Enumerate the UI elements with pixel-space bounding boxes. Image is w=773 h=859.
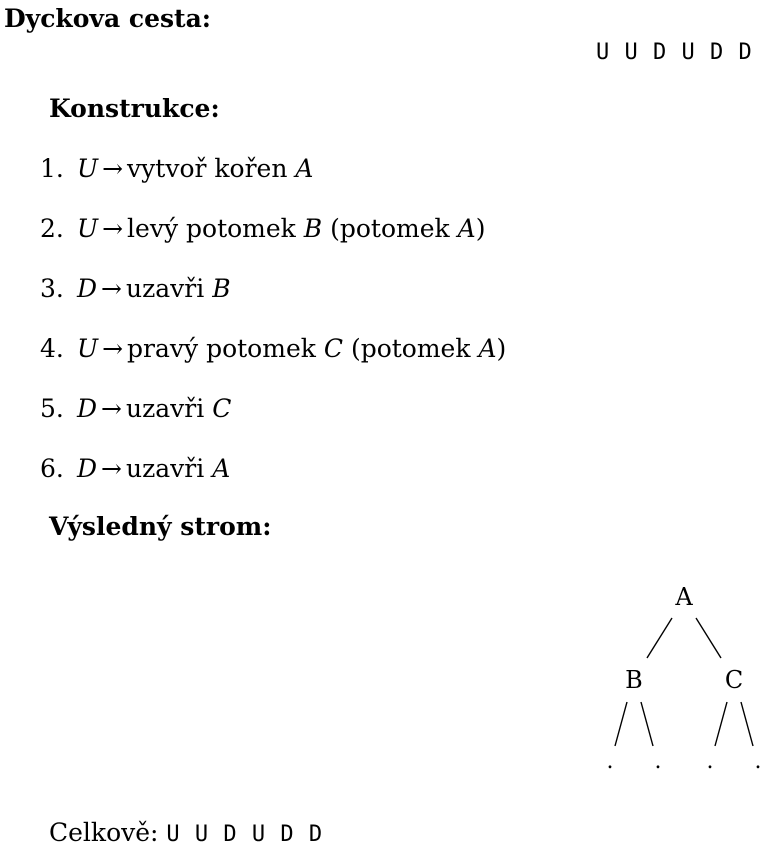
step-paren-open: ( [350, 334, 361, 363]
total-sequence: U U D U D D [166, 822, 324, 847]
total-label: Celkově: [49, 818, 159, 847]
step-paren-text: potomek [339, 214, 450, 243]
tree-edge-root-left [647, 618, 672, 658]
step-node: A [212, 454, 231, 483]
step-number: 4. [40, 334, 64, 363]
step-paren-node: A [457, 214, 476, 243]
tree-leaf: . [654, 749, 662, 774]
step-node: A [295, 154, 314, 183]
tree-node-root: A [675, 583, 693, 611]
step-text: uzavři [126, 454, 205, 483]
tree-leaf: . [606, 749, 614, 774]
construction-step-2 [40, 214, 485, 243]
construction-step-5 [40, 394, 231, 423]
tree-edge-left-left [615, 702, 627, 746]
construction-step-4 [40, 334, 506, 363]
step-number: 3. [40, 274, 64, 303]
result-tree-heading: Výsledný strom: [49, 512, 272, 541]
arrow-icon: → [101, 274, 122, 303]
step-text: levý potomek [127, 214, 296, 243]
step-node: C [323, 334, 343, 363]
step-node: B [212, 274, 231, 303]
tree-node-right: C [724, 666, 744, 694]
step-symbol: U [77, 334, 99, 363]
arrow-icon: → [102, 334, 124, 363]
step-paren-text: potomek [360, 334, 471, 363]
tree-edge-right-right [741, 702, 753, 746]
step-number: 6. [40, 454, 64, 483]
construction-step-3 [40, 274, 231, 303]
step-node: B [303, 214, 323, 243]
step-text: uzavři [126, 274, 205, 303]
step-symbol: D [77, 274, 98, 303]
total-summary [49, 818, 323, 847]
arrow-icon: → [101, 454, 122, 483]
step-paren-close: ) [475, 214, 486, 243]
construction-step-1 [40, 154, 313, 183]
step-text: pravý potomek [127, 334, 316, 363]
tree-leaf: . [754, 749, 762, 774]
step-node: C [212, 394, 232, 423]
step-symbol: D [77, 394, 98, 423]
step-number: 5. [40, 394, 64, 423]
arrow-icon: → [102, 154, 124, 183]
step-symbol: D [77, 454, 98, 483]
binary-tree-diagram [590, 570, 773, 780]
tree-edge-root-right [696, 618, 721, 658]
tree-leaf: . [706, 749, 714, 774]
page-title: Dyckova cesta: [4, 4, 212, 33]
tree-edge-left-right [641, 702, 653, 746]
step-text: uzavři [126, 394, 205, 423]
tree-edge-right-left [715, 702, 727, 746]
step-number: 1. [40, 154, 64, 183]
arrow-icon: → [102, 214, 124, 243]
step-paren-open: ( [330, 214, 340, 243]
step-symbol: U [77, 154, 99, 183]
step-symbol: U [77, 214, 99, 243]
step-paren-close: ) [496, 334, 507, 363]
tree-node-left: B [625, 666, 643, 694]
arrow-icon: → [101, 394, 122, 423]
step-paren-node: A [478, 334, 497, 363]
path-sequence: U U D U D D [596, 40, 753, 65]
construction-heading: Konstrukce: [49, 94, 220, 123]
step-number: 2. [40, 214, 64, 243]
step-text: vytvoř kořen [127, 154, 288, 183]
construction-step-6 [40, 454, 230, 483]
